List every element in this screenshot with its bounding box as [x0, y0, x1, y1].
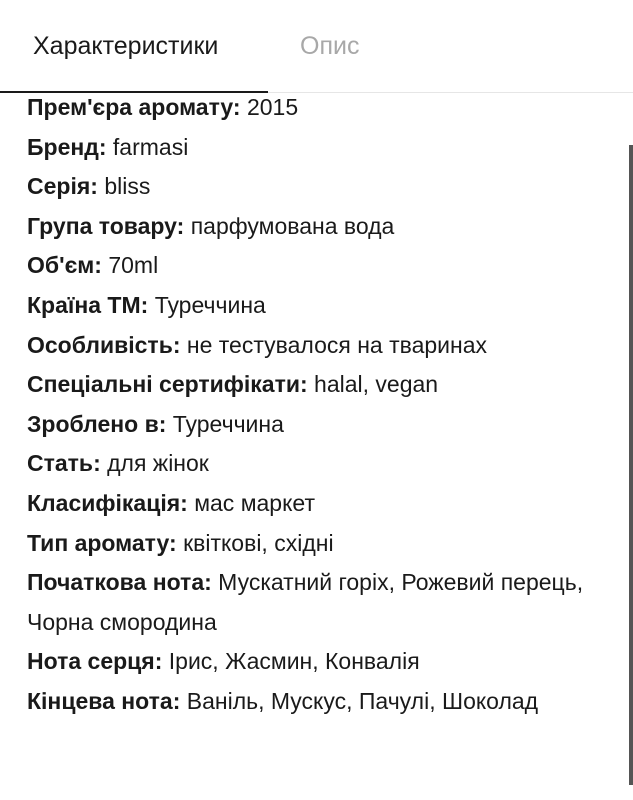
spec-value: 70ml: [108, 252, 159, 279]
spec-key: Тип аромату:: [27, 529, 177, 556]
spec-key: Об'єм:: [27, 252, 102, 279]
spec-key: Зроблено в:: [27, 410, 167, 437]
spec-value: не тестувалося на тваринах: [186, 331, 488, 358]
spec-value: 2015: [246, 94, 299, 120]
spec-row-product-group: [27, 207, 587, 247]
spec-key: Група товару:: [27, 212, 185, 239]
spec-value: halal, vegan: [314, 371, 439, 398]
spec-row-series: [27, 167, 587, 207]
spec-row-brand-country: [27, 286, 587, 326]
spec-key: Прем'єра аромату:: [27, 94, 241, 120]
spec-key: Бренд:: [27, 133, 107, 160]
spec-key: Нота серця:: [27, 648, 163, 675]
spec-key: Початкова нота:: [27, 569, 212, 596]
characteristics-panel: [0, 93, 633, 800]
spec-value: парфумована вода: [190, 212, 395, 239]
spec-key: Особливість:: [27, 331, 181, 358]
spec-value: квіткові, східні: [183, 529, 334, 556]
spec-row-top-note: [27, 563, 587, 642]
spec-row-made-in: [27, 405, 587, 445]
scrollbar[interactable]: [629, 145, 633, 785]
spec-value: для жінок: [107, 450, 209, 477]
spec-value: мас маркет: [194, 489, 315, 516]
tab-characteristics[interactable]: Характеристики: [33, 32, 219, 60]
spec-value: Ваніль, Мускус, Пачулі, Шоколад: [186, 687, 539, 714]
spec-value: Туреччина: [172, 410, 284, 437]
spec-key: Класифікація:: [27, 489, 188, 516]
spec-key: Серія:: [27, 173, 98, 200]
tab-description[interactable]: Опис: [300, 32, 360, 60]
spec-row-fragrance-type: [27, 524, 587, 564]
spec-value: Мускатний горіх, Рожевий перець, Чорна смородина: [27, 569, 584, 635]
spec-key: Стать:: [27, 450, 101, 477]
spec-value: farmasi: [112, 133, 189, 160]
spec-row-certificates: [27, 365, 587, 405]
spec-row-feature: [27, 326, 587, 366]
spec-row-base-note: [27, 682, 587, 722]
spec-key: Спеціальні сертифікати:: [27, 371, 308, 398]
spec-row-brand: [27, 128, 587, 168]
spec-key: Кінцева нота:: [27, 687, 181, 714]
tab-bar: [0, 0, 633, 93]
spec-row-premiere: [27, 93, 587, 128]
spec-row-classification: [27, 484, 587, 524]
spec-row-gender: [27, 444, 587, 484]
spec-value: Туреччина: [154, 291, 266, 318]
spec-key: Країна ТМ:: [27, 291, 149, 318]
spec-row-heart-note: [27, 642, 587, 682]
spec-value: bliss: [104, 173, 151, 200]
spec-list: [27, 94, 587, 722]
spec-row-volume: [27, 246, 587, 286]
spec-value: Ірис, Жасмин, Конвалія: [168, 648, 420, 675]
